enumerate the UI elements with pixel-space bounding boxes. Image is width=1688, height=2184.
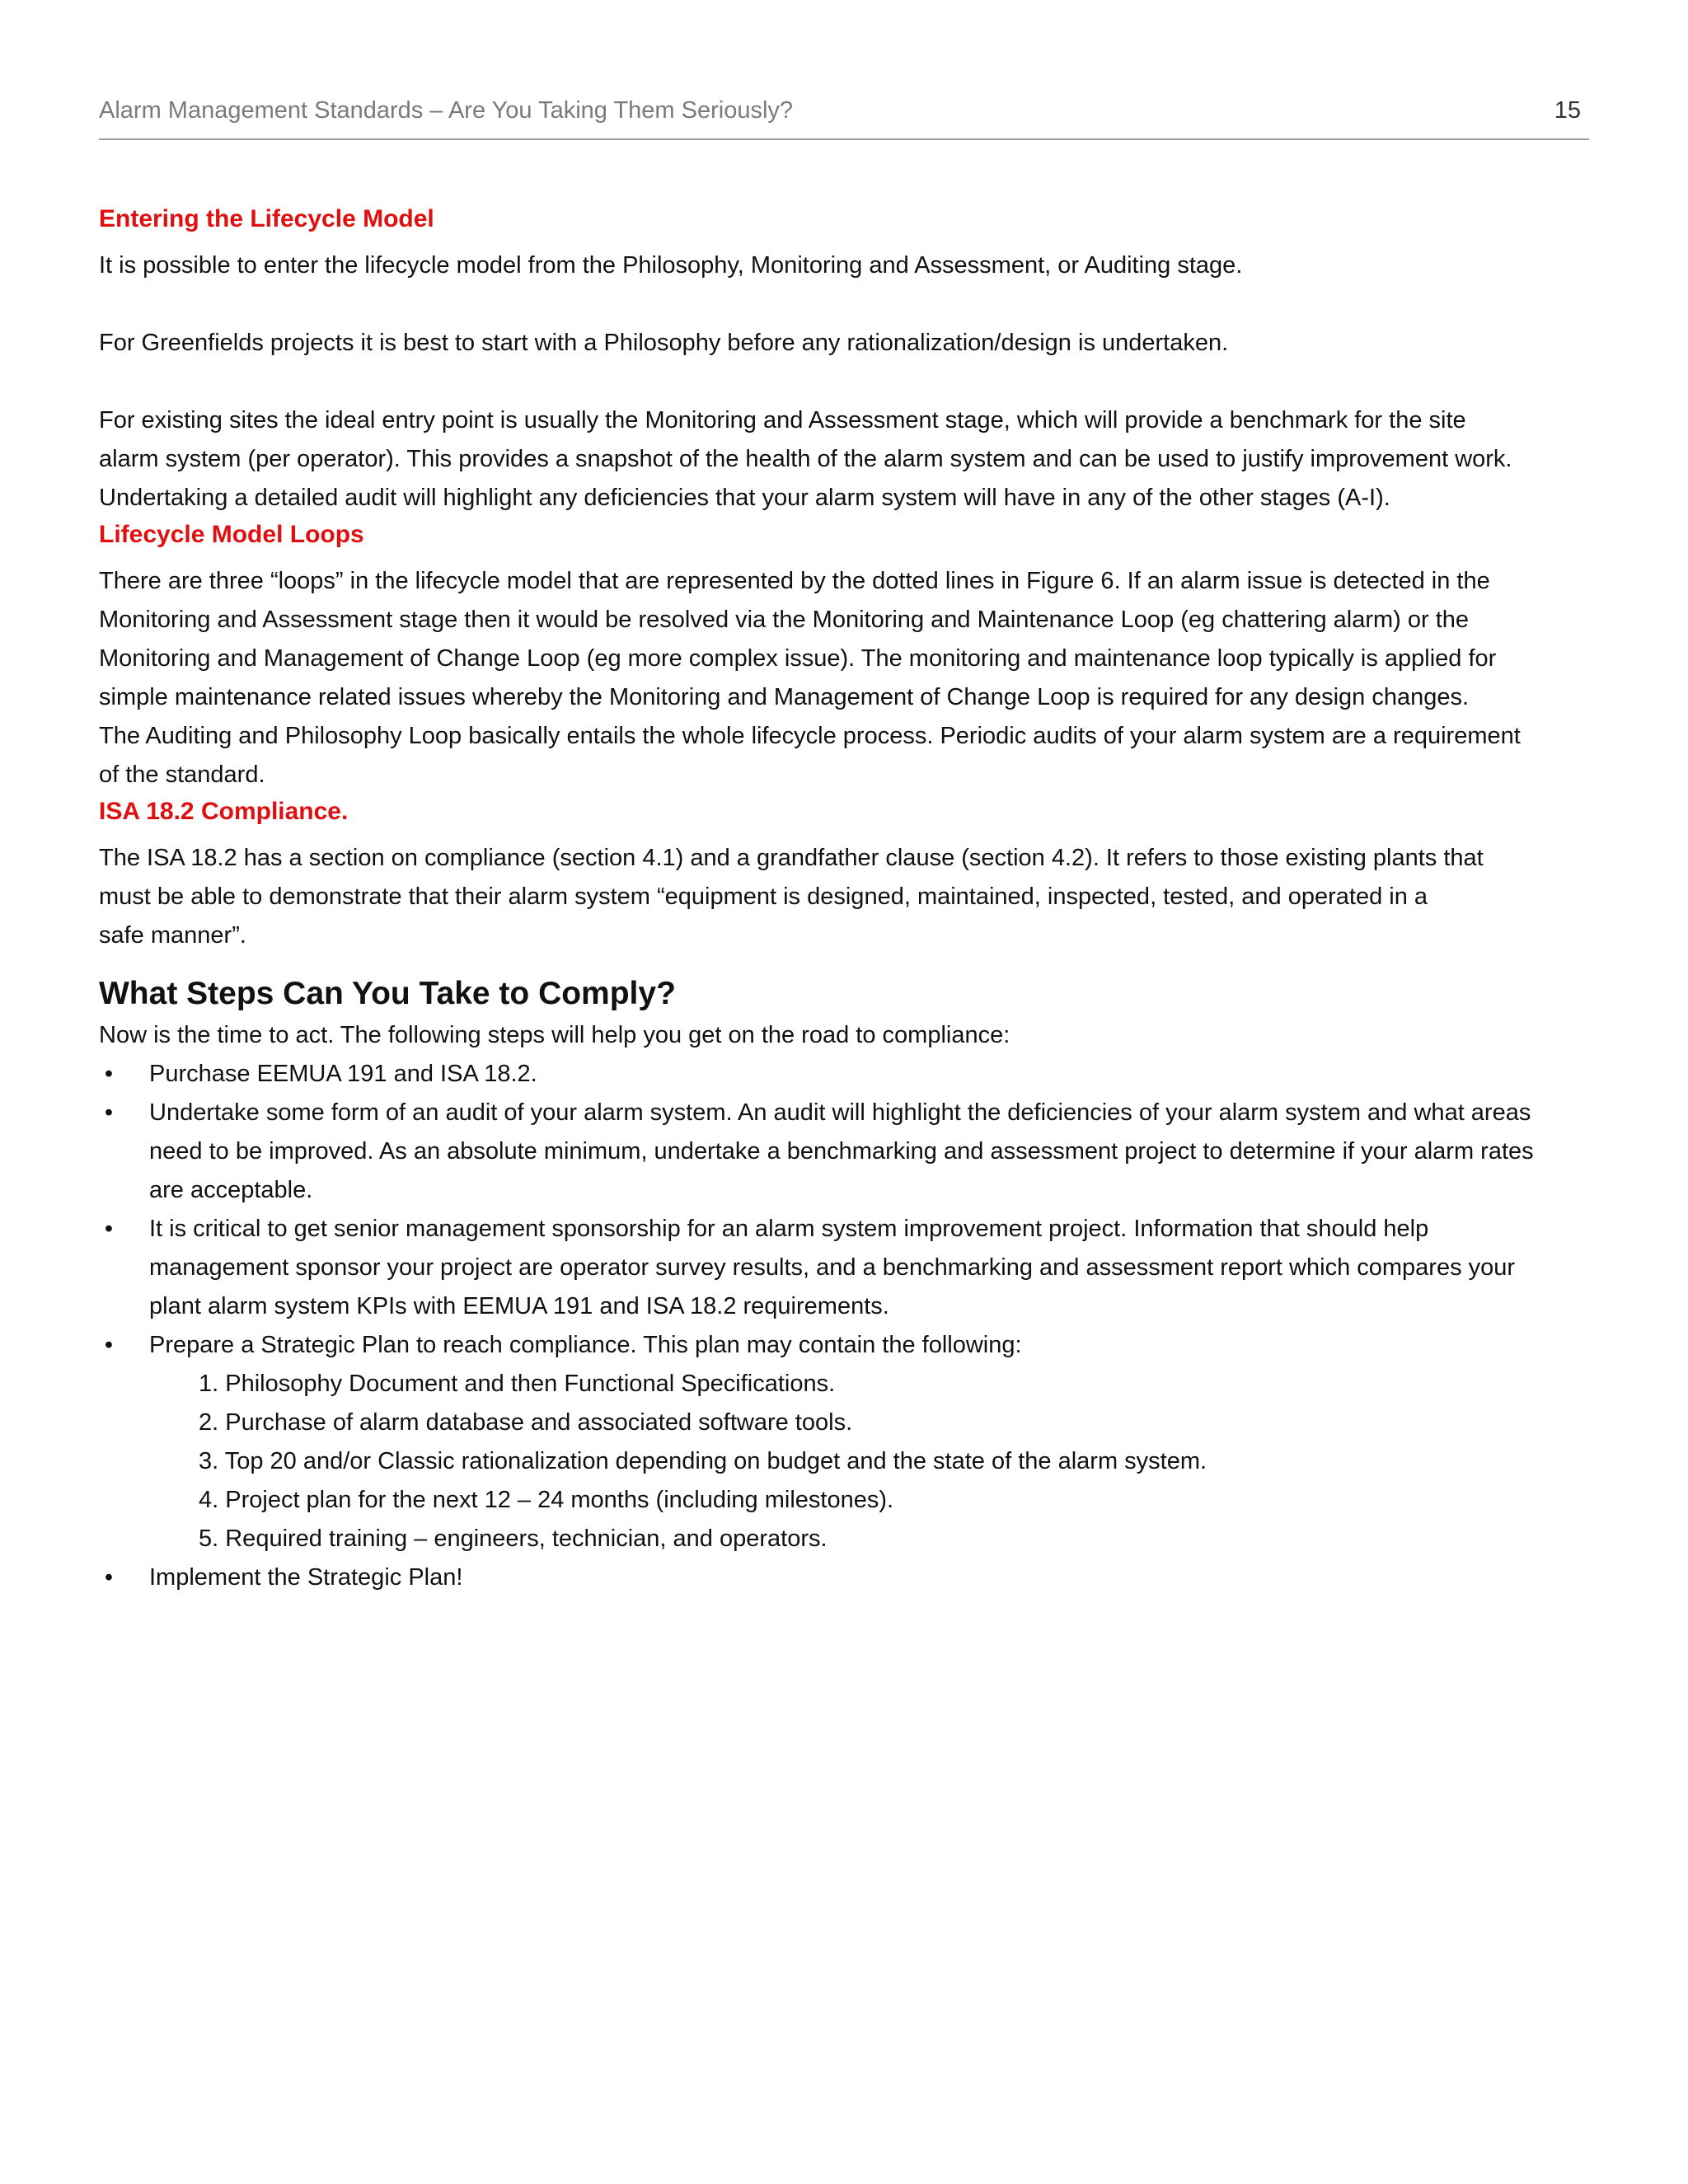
list-item-line: It is critical to get senior management sponsorship for an alarm system improvement project. Information that should help <box>149 1216 1429 1242</box>
numbered-item: 3. Top 20 and/or Classic rationalization depending on budget and the state of the alarm system. <box>199 1448 1207 1474</box>
bullet-icon: • <box>104 1061 114 1087</box>
paragraph-line: The ISA 18.2 has a section on compliance (section 4.1) and a grandfather clause (section 4.2). It refers to those existing plants that <box>99 845 1484 871</box>
paragraph-line: Monitoring and Management of Change Loop (eg more complex issue). The monitoring and maintenance loop typically is applied for <box>99 645 1497 672</box>
page-content <box>99 202 1591 1597</box>
steps-intro: Now is the time to act. The following steps will help you get on the road to compliance: <box>99 1022 1010 1048</box>
heading-entering-lifecycle: Entering the Lifecycle Model <box>99 205 434 232</box>
list-item-text: Prepare a Strategic Plan to reach compliance. This plan may contain the following: <box>149 1332 1022 1358</box>
header-title: Alarm Management Standards – Are You Taking Them Seriously? <box>99 97 794 124</box>
paragraph-entering-1: It is possible to enter the lifecycle model from the Philosophy, Monitoring and Assessment, or Auditing stage. <box>99 252 1243 279</box>
page-number: 15 <box>1554 97 1581 124</box>
bullet-icon: • <box>104 1332 114 1358</box>
numbered-item: 4. Project plan for the next 12 – 24 months (including milestones). <box>199 1487 894 1513</box>
steps-list-final <box>99 1558 1591 1597</box>
paragraph-entering-3 <box>99 401 1591 518</box>
paragraph-line: Monitoring and Assessment stage then it would be resolved via the Monitoring and Maintenance Loop (eg chattering alarm) or the <box>99 607 1470 633</box>
bullet-icon: • <box>104 1216 114 1242</box>
paragraph-line: There are three “loops” in the lifecycle model that are represented by the dotted lines in Figure 6. If an alarm issue is detected in the <box>99 568 1490 594</box>
list-item <box>99 1326 1591 1365</box>
list-item-line: need to be improved. As an absolute minimum, undertake a benchmarking and assessment project to determine if your alarm rates <box>149 1138 1534 1165</box>
steps-list <box>99 1055 1591 1365</box>
numbered-item: 1. Philosophy Document and then Functional Specifications. <box>199 1371 836 1397</box>
list-item <box>99 1055 1591 1094</box>
paragraph-line: safe manner”. <box>99 922 246 949</box>
heading-steps-to-comply: What Steps Can You Take to Comply? <box>99 976 676 1011</box>
page-header <box>99 92 1589 140</box>
list-item-text: Implement the Strategic Plan! <box>149 1564 463 1591</box>
list-item <box>99 1210 1591 1326</box>
paragraph-line: The Auditing and Philosophy Loop basically entails the whole lifecycle process. Periodic audits of your alarm system are a requirement <box>99 723 1521 749</box>
numbered-item: 2. Purchase of alarm database and associated software tools. <box>199 1409 853 1436</box>
list-item <box>99 1094 1591 1210</box>
strategic-plan-list <box>99 1365 1591 1558</box>
paragraph-compliance <box>99 839 1591 955</box>
list-item-line: Undertake some form of an audit of your alarm system. An audit will highlight the deficiencies of your alarm system and what areas <box>149 1099 1531 1126</box>
paragraph-line: simple maintenance related issues whereby the Monitoring and Management of Change Loop is required for any design changes. <box>99 684 1470 710</box>
list-item <box>99 1558 1591 1597</box>
paragraph-line: of the standard. <box>99 762 265 788</box>
list-item-line: are acceptable. <box>149 1177 313 1203</box>
bullet-icon: • <box>104 1564 114 1591</box>
bullet-icon: • <box>104 1099 114 1126</box>
paragraph-line: For existing sites the ideal entry point is usually the Monitoring and Assessment stage, which will provide a benchmark for the site <box>99 407 1466 434</box>
paragraph-line: alarm system (per operator). This provides a snapshot of the health of the alarm system and can be used to justify improvement work. <box>99 446 1512 472</box>
list-item-line: plant alarm system KPIs with EEMUA 191 and ISA 18.2 requirements. <box>149 1293 889 1319</box>
list-item-text: Purchase EEMUA 191 and ISA 18.2. <box>149 1061 537 1087</box>
heading-lifecycle-loops: Lifecycle Model Loops <box>99 521 364 548</box>
paragraph-entering-2: For Greenfields projects it is best to start with a Philosophy before any rationalization/design is undertaken. <box>99 330 1229 356</box>
list-item-line: management sponsor your project are operator survey results, and a benchmarking and assessment report which compares your <box>149 1254 1516 1281</box>
numbered-item: 5. Required training – engineers, technician, and operators. <box>199 1526 828 1552</box>
paragraph-line: Undertaking a detailed audit will highlight any deficiencies that your alarm system will have in any of the other stages (A-I). <box>99 485 1390 511</box>
heading-isa-compliance: ISA 18.2 Compliance. <box>99 798 349 825</box>
paragraph-line: must be able to demonstrate that their alarm system “equipment is designed, maintained, inspected, tested, and operated in a <box>99 883 1428 910</box>
paragraph-loops <box>99 562 1591 794</box>
